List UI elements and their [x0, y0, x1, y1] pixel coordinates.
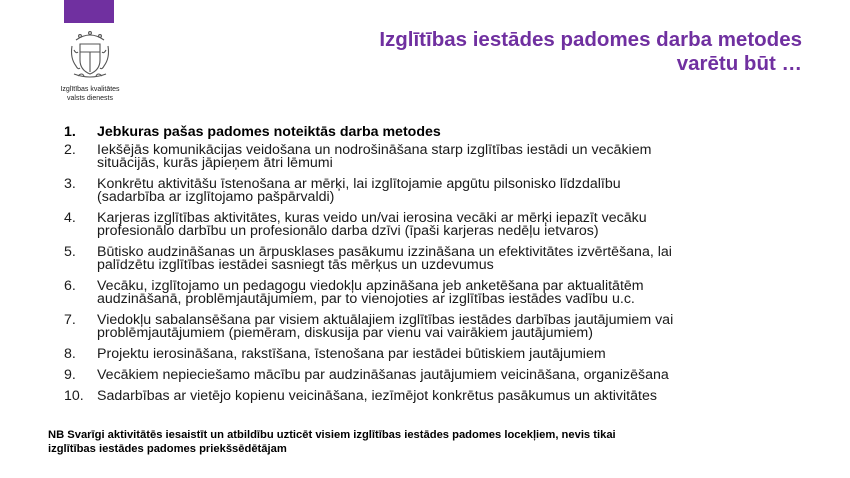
list-item-number: 9. — [64, 367, 76, 383]
list-item-number: 6. — [64, 278, 76, 294]
organization-name-line2: valsts dienests — [67, 95, 113, 102]
logo — [52, 30, 128, 103]
list-item-line1: Vecākiem nepieciešamo mācību par audzināšanas jautājumiem veicināšana, organizēšana — [97, 367, 669, 383]
list-item — [64, 212, 804, 238]
list-item-number: 10. — [64, 388, 84, 404]
organization-name — [52, 85, 128, 103]
list-item — [64, 314, 804, 340]
accent-bar — [64, 0, 114, 23]
list-item-text — [97, 314, 804, 340]
list-item-line2: problēmjautājumiem (piemēram, diskusija par vienu vai vairākiem jautājumiem) — [97, 325, 593, 341]
list-item-text — [97, 126, 804, 139]
list-item-text — [97, 178, 804, 204]
list-item-line2: palīdzētu izglītības iestādei sasniegt tās mērķus un uzdevumus — [97, 257, 494, 273]
list-item — [64, 144, 804, 170]
list-item-line1: Jebkuras pašas padomes noteiktās darba metodes — [97, 124, 441, 140]
list-item — [64, 126, 804, 139]
list-item-text — [97, 212, 804, 238]
methods-list — [64, 126, 804, 403]
list-item-number: 8. — [64, 346, 76, 362]
list-item-line1: Sadarbības ar vietējo kopienu veicināšana, iezīmējot konkrētus pasākumus un aktivitātes — [97, 388, 657, 404]
list-item-text — [97, 369, 804, 382]
coat-of-arms-icon — [68, 30, 112, 82]
organization-name-line1: Izglītības kvalitātes — [60, 86, 120, 93]
note-line1: NB Svarīgi aktivitātēs iesaistīt un atbildību uzticēt visiem izglītības iestādes padomes locekļiem, nevis tikai — [48, 429, 616, 441]
page-title-line2: varētu būt … — [676, 52, 802, 75]
list-item-text — [97, 390, 804, 403]
list-item-line1: Būtisko audzināšanas un ārpusklases pasākumu izzināšana un efektivitātes izvērtēšana, lai — [97, 244, 672, 260]
note-line2: izglītības iestādes padomes priekšsēdētājam — [48, 443, 287, 455]
list-item-number: 7. — [64, 312, 76, 328]
list-item-number: 5. — [64, 244, 76, 260]
list-item — [64, 369, 804, 382]
list-item-line2: (sadarbība ar izglītojamo pašpārvaldi) — [97, 189, 335, 205]
list-item-number: 2. — [64, 142, 76, 158]
list-item-number: 3. — [64, 176, 76, 192]
list-item-line1: Viedokļu sabalansēšana par visiem aktuālajiem izglītības iestādes darbības jautājumiem vai — [97, 312, 674, 328]
list-item — [64, 390, 804, 403]
list-item-line1: Projektu ierosināšana, rakstīšana, īstenošana par iestādei būtiskiem jautājumiem — [97, 346, 606, 362]
list-item-text — [97, 348, 804, 361]
list-item-line2: profesionālo darbību un profesionālo darba dzīvi (īpaši karjeras nedēļu ietvaros) — [97, 223, 599, 239]
list-item-text — [97, 246, 804, 272]
list-item-line1: Iekšējās komunikācijas veidošana un nodrošināšana starp izglītības iestādi un vecākiem — [97, 142, 652, 158]
list-item-number: 4. — [64, 210, 76, 226]
list-item-line1: Konkrētu aktivitāšu īstenošana ar mērķi, lai izglītojamie apgūtu pilsonisko līdzdalību — [97, 176, 621, 192]
list-item-number: 1. — [64, 124, 76, 140]
list-item-text — [97, 280, 804, 306]
list-item-line2: situācijās, kurās jāpieņem ātri lēmumi — [97, 155, 333, 171]
list-item — [64, 280, 804, 306]
list-item-line2: audzināšanā, problēmjautājumiem, par to vienojoties ar izglītības iestādes vadību u.c. — [97, 291, 635, 307]
list-item — [64, 178, 804, 204]
page-title — [182, 28, 802, 76]
page-title-line1: Izglītības iestādes padomes darba metodes — [379, 28, 802, 51]
list-item — [64, 348, 804, 361]
list-item — [64, 246, 804, 272]
note — [48, 428, 808, 456]
list-item-line1: Karjeras izglītības aktivitātes, kuras veido un/vai ierosina vecāki ar mērķi iepazīt vecāku — [97, 210, 647, 226]
list-item-line1: Vecāku, izglītojamo un pedagogu viedokļu apzināšana jeb anketēšana par aktualitātēm — [97, 278, 644, 294]
list-item-text — [97, 144, 804, 170]
